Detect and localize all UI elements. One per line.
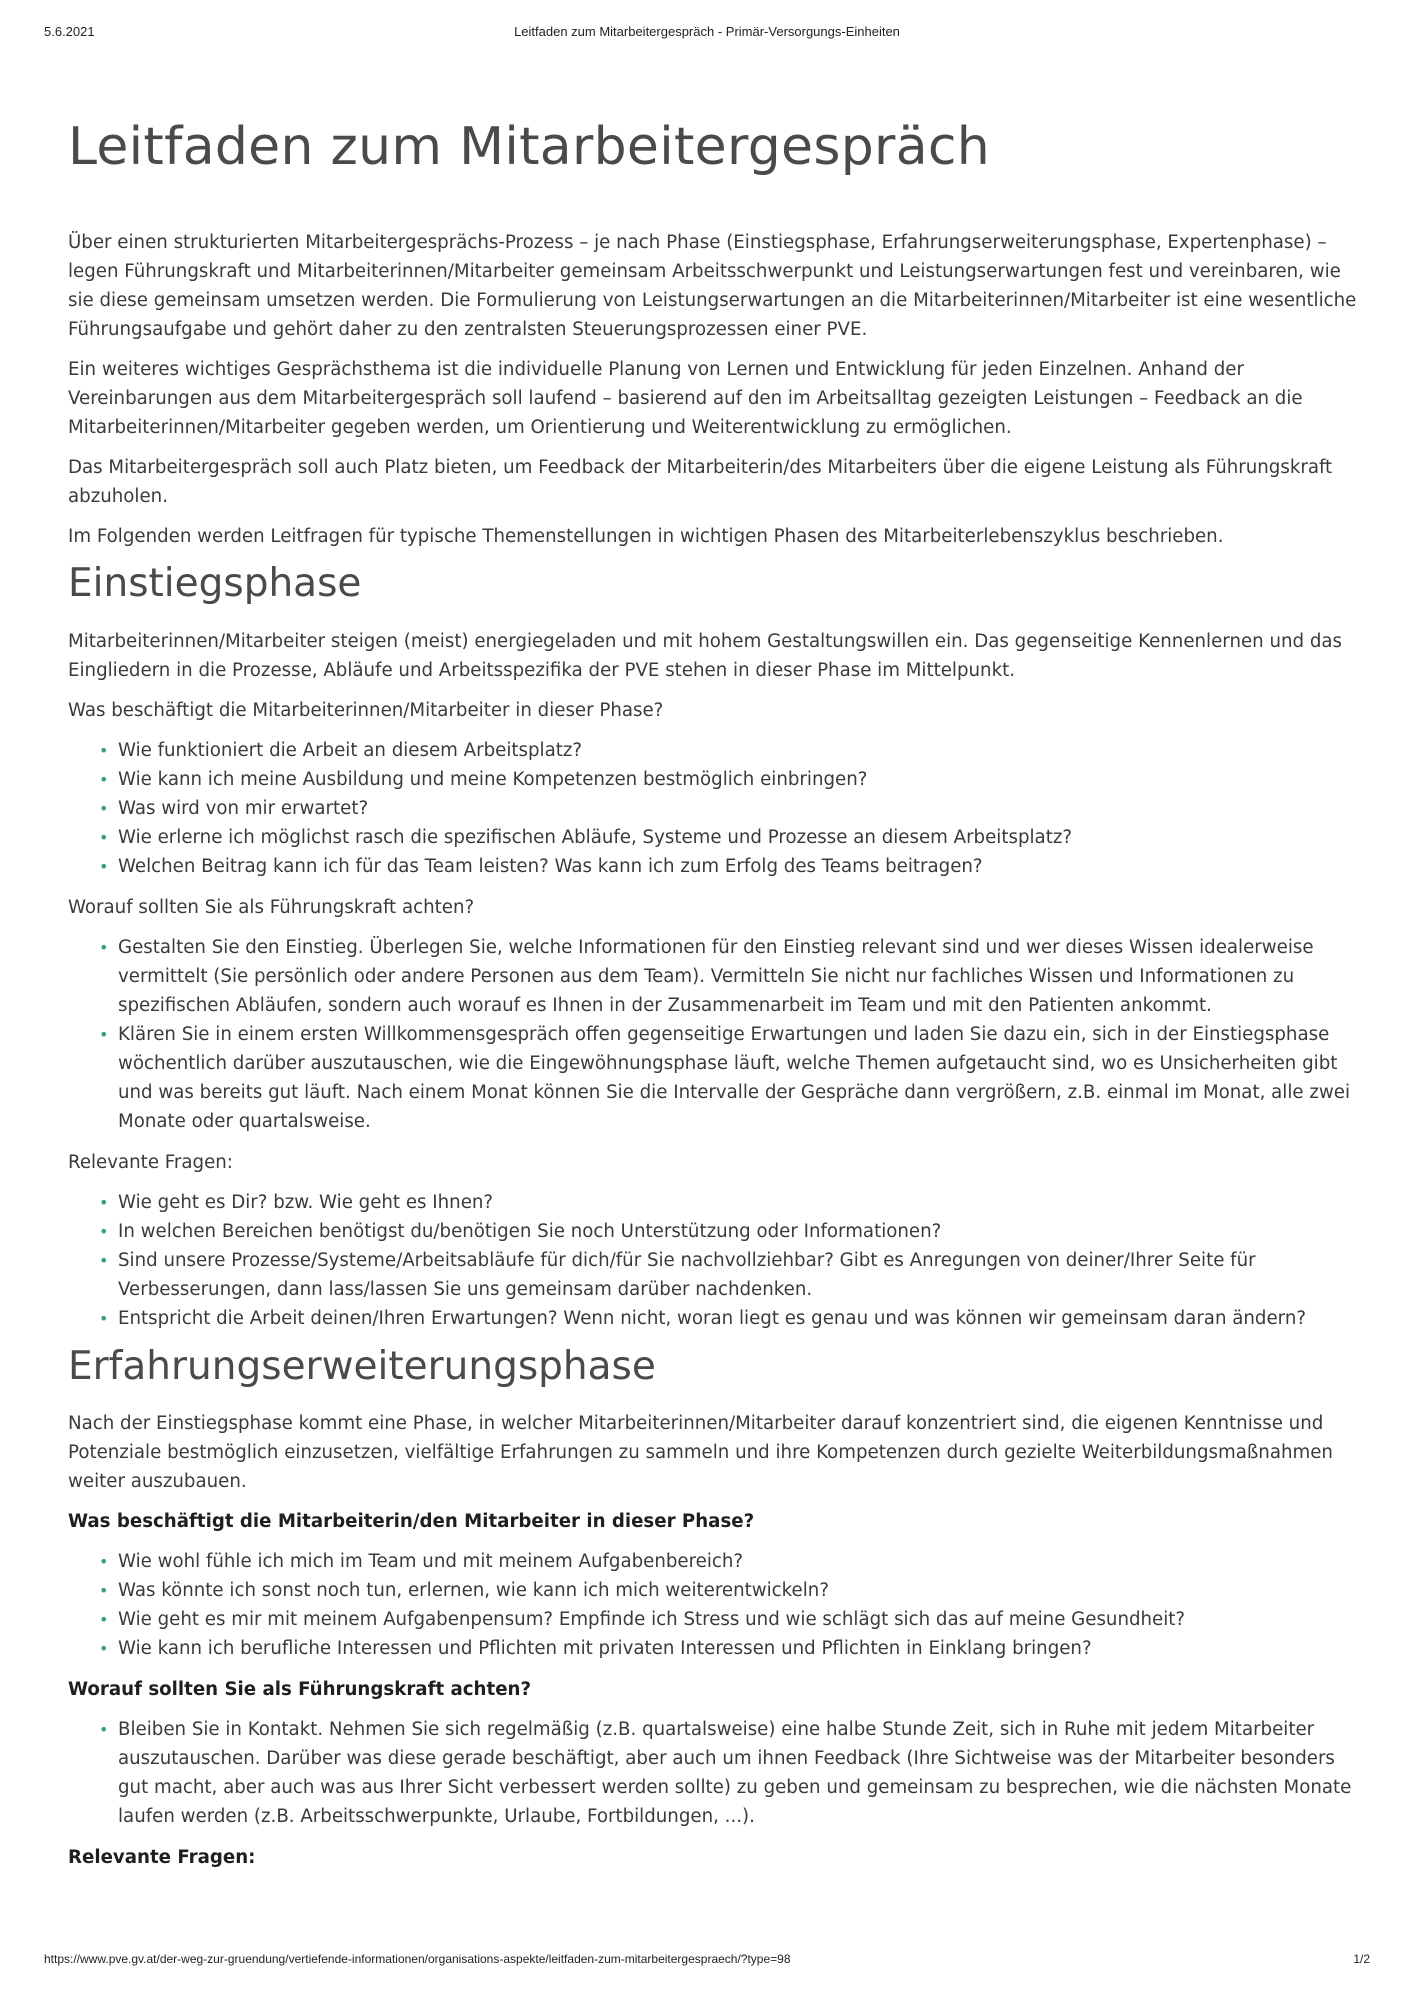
- heading-erfahrungserweiterungsphase: Erfahrungserweiterungsphase: [68, 1343, 656, 1389]
- erfahrung-question-1: Was beschäftigt die Mitarbeiterin/den Mitarbeiter in dieser Phase?: [68, 1511, 755, 1533]
- list-item: • Wie kann ich berufliche Interessen und Pflichten mit privaten Interessen und Pflichten in Einklang bringen?: [68, 1634, 1358, 1663]
- einstieg-question-2: Worauf sollten Sie als Führungskraft achten?: [68, 896, 475, 918]
- article: [68, 118, 1358, 1883]
- list-item: • Was könnte ich sonst noch tun, erlernen, wie kann ich mich weiterentwickeln?: [68, 1576, 1358, 1605]
- einstieg-question-1: Was beschäftigt die Mitarbeiterinnen/Mitarbeiter in dieser Phase?: [68, 699, 664, 721]
- erfahrung-intro: Nach der Einstiegsphase kommt eine Phase, in welcher Mitarbeiterinnen/Mitarbeiter darauf konzentriert sind, die eigenen Kenntnisse und Potenziale bestmöglich einzusetzen, vielfältige Erfahrungen zu sammeln und ihre Kompetenzen durch gezielte Weiterbildungsmaßnahmen weiter auszubauen.: [68, 1413, 1333, 1493]
- heading-einstiegsphase: Einstiegsphase: [68, 560, 362, 606]
- intro-paragraph-1: Über einen strukturierten Mitarbeitergesprächs-Prozess – je nach Phase (Einstiegsphase, Erfahrungserweiterungsphase, Expertenphase) – legen Führungskraft und Mitarbeiterinnen/Mitarbeiter gemeinsam Arbeitsschwerpunkt und Leistungserwartungen fest und vereinbaren, wie sie diese gemeinsam umsetzen werden. Die Formulierung von Leistungserwartungen an die Mitarbeiterinnen/Mitarbeiter ist eine wesentliche Führungsaufgabe und gehört daher zu den zentralsten Steuerungsprozessen einer PVE.: [68, 231, 1357, 340]
- list-item: • Wie wohl fühle ich mich im Team und mit meinem Aufgabenbereich?: [68, 1547, 1358, 1576]
- list-item: • Bleiben Sie in Kontakt. Nehmen Sie sich regelmäßig (z.B. quartalsweise) eine halbe Stunde Zeit, sich in Ruhe mit jedem Mitarbeiter auszutauschen. Darüber was diese gerade beschäftigt, aber auch um ihnen Feedback (Ihre Sichtweise was der Mitarbeiter besonders gut macht, aber auch was aus Ihrer Sicht verbessert werden sollte) zu geben und gemeinsam zu besprechen, wie die nächsten Monate laufen werden (z.B. Arbeitsschwerpunkte, Urlaube, Fortbildungen, ...).: [68, 1715, 1358, 1831]
- page-number: 1/2: [1353, 1952, 1370, 1966]
- list-item: • Klären Sie in einem ersten Willkommensgespräch offen gegenseitige Erwartungen und laden Sie dazu ein, sich in der Einstiegsphase wöchentlich darüber auszutauschen, wie die Eingewöhnungsphase läuft, welche Themen aufgetaucht sind, wo es Unsicherheiten gibt und was bereits gut läuft. Nach einem Monat können Sie die Intervalle der Gespräche dann vergrößern, z.B. einmal im Monat, alle zwei Monate oder quartalsweise.: [68, 1020, 1358, 1136]
- einstieg-intro: Mitarbeiterinnen/Mitarbeiter steigen (meist) energiegeladen und mit hohem Gestaltungswillen ein. Das gegenseitige Kennenlernen und das Eingliedern in die Prozesse, Abläufe und Arbeitsspezifika der PVE stehen in dieser Phase im Mittelpunkt.: [68, 630, 1343, 681]
- einstieg-question-3: Relevante Fragen:: [68, 1151, 233, 1173]
- erfahrung-question-3: Relevante Fragen:: [68, 1847, 256, 1869]
- erfahrung-list-2: [68, 1715, 1358, 1831]
- list-item: • In welchen Bereichen benötigst du/benötigen Sie noch Unterstützung oder Informationen?: [68, 1217, 1358, 1246]
- print-date: 5.6.2021: [44, 24, 95, 39]
- erfahrung-question-2: Worauf sollten Sie als Führungskraft achten?: [68, 1679, 532, 1701]
- list-item: • Wie geht es mir mit meinem Aufgabenpensum? Empfinde ich Stress und wie schlägt sich das auf meine Gesundheit?: [68, 1605, 1358, 1634]
- list-item: • Entspricht die Arbeit deinen/Ihren Erwartungen? Wenn nicht, woran liegt es genau und was können wir gemeinsam daran ändern?: [68, 1304, 1358, 1333]
- print-title: Leitfaden zum Mitarbeitergespräch - Primär-Versorgungs-Einheiten: [514, 24, 900, 39]
- list-item: • Wie kann ich meine Ausbildung und meine Kompetenzen bestmöglich einbringen?: [68, 765, 1358, 794]
- intro-paragraph-4: Im Folgenden werden Leitfragen für typische Themenstellungen in wichtigen Phasen des Mitarbeiterlebenszyklus beschrieben.: [68, 525, 1224, 547]
- intro-paragraph-3: Das Mitarbeitergespräch soll auch Platz bieten, um Feedback der Mitarbeiterin/des Mitarbeiters über die eigene Leistung als Führungskraft abzuholen.: [68, 456, 1333, 507]
- print-footer: [44, 1952, 1370, 1972]
- print-header: [44, 24, 1370, 44]
- einstieg-list-1: [68, 736, 1358, 881]
- list-item: • Gestalten Sie den Einstieg. Überlegen Sie, welche Informationen für den Einstieg relevant sind und wer dieses Wissen idealerweise vermittelt (Sie persönlich oder andere Personen aus dem Team). Vermitteln Sie nicht nur fachliches Wissen und Informationen zu spezifischen Abläufen, sondern auch worauf es Ihnen in der Zusammenarbeit im Team und mit den Patienten ankommt.: [68, 933, 1358, 1020]
- intro-paragraph-2: Ein weiteres wichtiges Gesprächsthema ist die individuelle Planung von Lernen und Entwicklung für jeden Einzelnen. Anhand der Vereinbarungen aus dem Mitarbeitergespräch soll laufend – basierend auf den im Arbeitsalltag gezeigten Leistungen – Feedback an die Mitarbeiterinnen/Mitarbeiter gegeben werden, um Orientierung und Weiterentwicklung zu ermöglichen.: [68, 358, 1303, 438]
- list-item: • Wie erlerne ich möglichst rasch die spezifischen Abläufe, Systeme und Prozesse an diesem Arbeitsplatz?: [68, 823, 1358, 852]
- list-item: • Welchen Beitrag kann ich für das Team leisten? Was kann ich zum Erfolg des Teams beitragen?: [68, 852, 1358, 881]
- erfahrung-list-1: [68, 1547, 1358, 1663]
- einstieg-list-2: [68, 933, 1358, 1136]
- page-title: Leitfaden zum Mitarbeitergespräch: [68, 117, 991, 177]
- list-item: • Wie funktioniert die Arbeit an diesem Arbeitsplatz?: [68, 736, 1358, 765]
- list-item: • Was wird von mir erwartet?: [68, 794, 1358, 823]
- list-item: • Wie geht es Dir? bzw. Wie geht es Ihnen?: [68, 1188, 1358, 1217]
- einstieg-list-3: [68, 1188, 1358, 1333]
- list-item: • Sind unsere Prozesse/Systeme/Arbeitsabläufe für dich/für Sie nachvollziehbar? Gibt es Anregungen von deiner/Ihrer Seite für Verbesserungen, dann lass/lassen Sie uns gemeinsam darüber nachdenken.: [68, 1246, 1358, 1304]
- print-url: https://www.pve.gv.at/der-weg-zur-gruendung/vertiefende-informationen/organisations-aspekte/leitfaden-zum-mitarbeitergespraech/?type=98: [44, 1952, 791, 1966]
